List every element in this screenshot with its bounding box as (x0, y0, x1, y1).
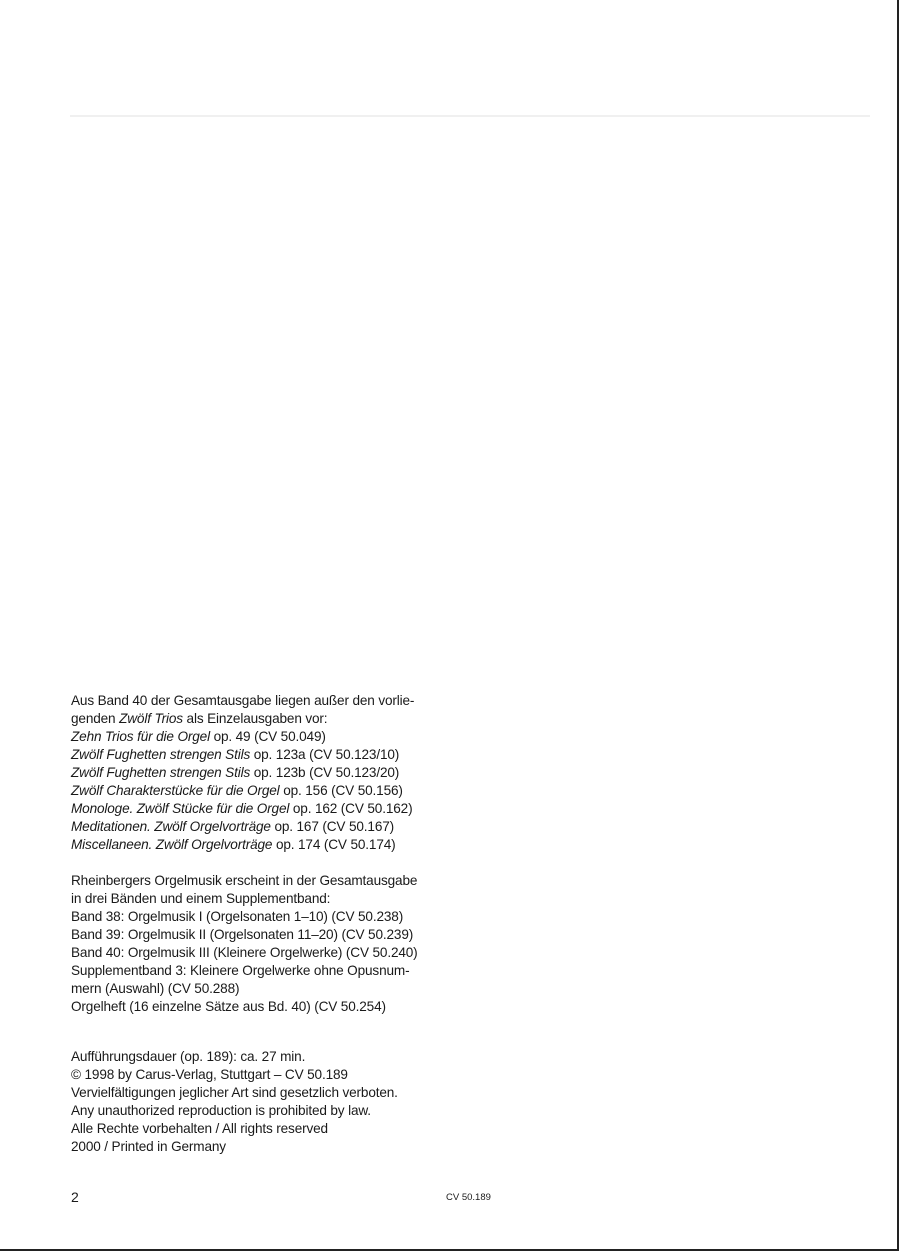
top-rule (70, 115, 870, 117)
complete-edition-line: Band 38: Orgelmusik I (Orgelsonaten 1–10) (CV 50.238) (71, 909, 404, 924)
publication-info-line: 2000 / Printed in Germany (71, 1139, 226, 1154)
edition-opus: op. 123a (CV 50.123/10) (250, 747, 400, 762)
edition-title: Monologe. Zwölf Stücke für die Orgel (71, 801, 290, 816)
complete-edition-line: Band 39: Orgelmusik II (Orgelsonaten 11–20) (CV 50.239) (71, 927, 414, 942)
edition-opus: op. 174 (CV 50.174) (272, 837, 396, 852)
complete-edition-line: Rheinbergers Orgelmusik erscheint in der Gesamtausgabe (71, 873, 418, 888)
edition-item (71, 746, 414, 764)
editions-intro-line-1: Aus Band 40 der Gesamtausgabe liegen außer den vorlie- (71, 693, 415, 708)
intro-pre: genden (71, 711, 120, 726)
edition-opus: op. 123b (CV 50.123/20) (250, 765, 400, 780)
complete-edition-block (71, 872, 418, 1016)
complete-edition-line: Orgelheft (16 einzelne Sätze aus Bd. 40) (CV 50.254) (71, 999, 386, 1014)
edition-item (71, 782, 414, 800)
complete-edition-line: mern (Auswahl) (CV 50.288) (71, 981, 240, 996)
single-editions-block (71, 692, 414, 854)
edition-opus: op. 49 (CV 50.049) (209, 729, 326, 744)
edition-item (71, 818, 414, 836)
catalog-code: CV 50.189 (446, 1192, 491, 1203)
publication-info-block (71, 1048, 398, 1156)
complete-edition-line: Supplementband 3: Kleinere Orgelwerke ohne Opusnum- (71, 963, 410, 978)
edition-title: Meditationen. Zwölf Orgelvorträge (71, 819, 271, 834)
publication-info-line: Aufführungsdauer (op. 189): ca. 27 min. (71, 1049, 306, 1064)
publication-info-line: Alle Rechte vorbehalten / All rights reserved (71, 1121, 328, 1136)
intro-post: als Einzelausgaben vor: (182, 711, 328, 726)
complete-edition-line: in drei Bänden und einem Supplementband: (71, 891, 331, 906)
publication-info-line: Vervielfältigungen jeglicher Art sind gesetzlich verboten. (71, 1085, 398, 1100)
edition-item (71, 764, 414, 782)
publication-info-line: Any unauthorized reproduction is prohibited by law. (71, 1103, 371, 1118)
edition-title: Miscellaneen. Zwölf Orgelvorträge (71, 837, 273, 852)
edition-item (71, 728, 414, 746)
page-number: 2 (71, 1189, 79, 1205)
edition-opus: op. 162 (CV 50.162) (289, 801, 413, 816)
edition-opus: op. 156 (CV 50.156) (279, 783, 403, 798)
edition-title: Zwölf Charakterstücke für die Orgel (71, 783, 280, 798)
intro-title: Zwölf Trios (119, 711, 183, 726)
edition-title: Zwölf Fughetten strengen Stils (71, 765, 251, 780)
complete-edition-line: Band 40: Orgelmusik III (Kleinere Orgelwerke) (CV 50.240) (71, 945, 418, 960)
edition-opus: op. 167 (CV 50.167) (270, 819, 395, 834)
editions-intro-line-2 (71, 710, 414, 728)
edition-item (71, 800, 414, 818)
edition-item (71, 836, 414, 854)
edition-title: Zehn Trios für die Orgel (71, 729, 210, 744)
edition-title: Zwölf Fughetten strengen Stils (71, 747, 251, 762)
publication-info-line: © 1998 by Carus-Verlag, Stuttgart – CV 50.189 (71, 1067, 348, 1082)
